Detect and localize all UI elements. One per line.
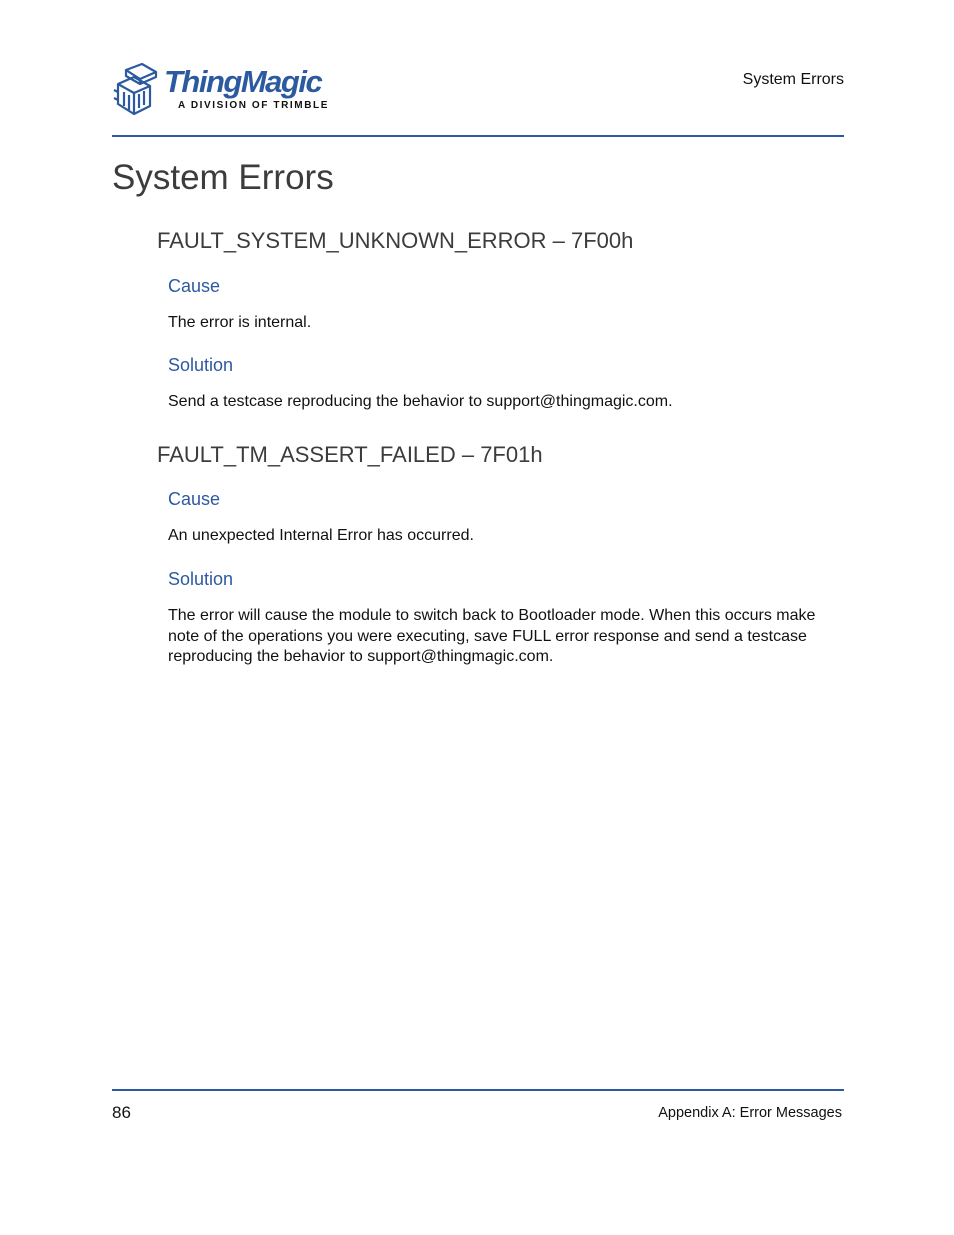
cause-text: The error is internal. — [168, 314, 312, 331]
section-title: FAULT_TM_ASSERT_FAILED – 7F01h — [157, 442, 543, 467]
solution-text: The error will cause the module to switch back to Bootloader mode. When this occurs make note of the operations you were executing, save FULL error response and send a testcase reproducing the behavior to support@thingmagic.com. — [168, 607, 816, 665]
header-rule — [112, 135, 844, 137]
cause-text: An unexpected Internal Error has occurred. — [168, 527, 474, 544]
error-section-7f01h — [157, 442, 837, 665]
running-head: System Errors — [742, 71, 844, 88]
logo-wordmark: ThingMagic — [164, 64, 322, 99]
footer-rule — [112, 1089, 844, 1091]
solution-heading: Solution — [168, 355, 234, 375]
cause-heading: Cause — [168, 489, 221, 509]
error-section-7f00h — [157, 228, 837, 410]
thingmagic-logo — [112, 60, 332, 120]
running-foot: Appendix A: Error Messages — [658, 1105, 842, 1121]
section-title: FAULT_SYSTEM_UNKNOWN_ERROR – 7F00h — [157, 228, 634, 253]
logo-tagline: A DIVISION OF TRIMBLE — [178, 100, 330, 111]
thingmagic-cube-icon — [112, 62, 164, 118]
cause-heading: Cause — [168, 276, 221, 296]
solution-heading: Solution — [168, 569, 234, 589]
page-number: 86 — [112, 1103, 131, 1122]
page-header — [112, 60, 844, 137]
page-title: System Errors — [112, 158, 334, 197]
solution-text: Send a testcase reproducing the behavior to support@thingmagic.com. — [168, 393, 673, 410]
